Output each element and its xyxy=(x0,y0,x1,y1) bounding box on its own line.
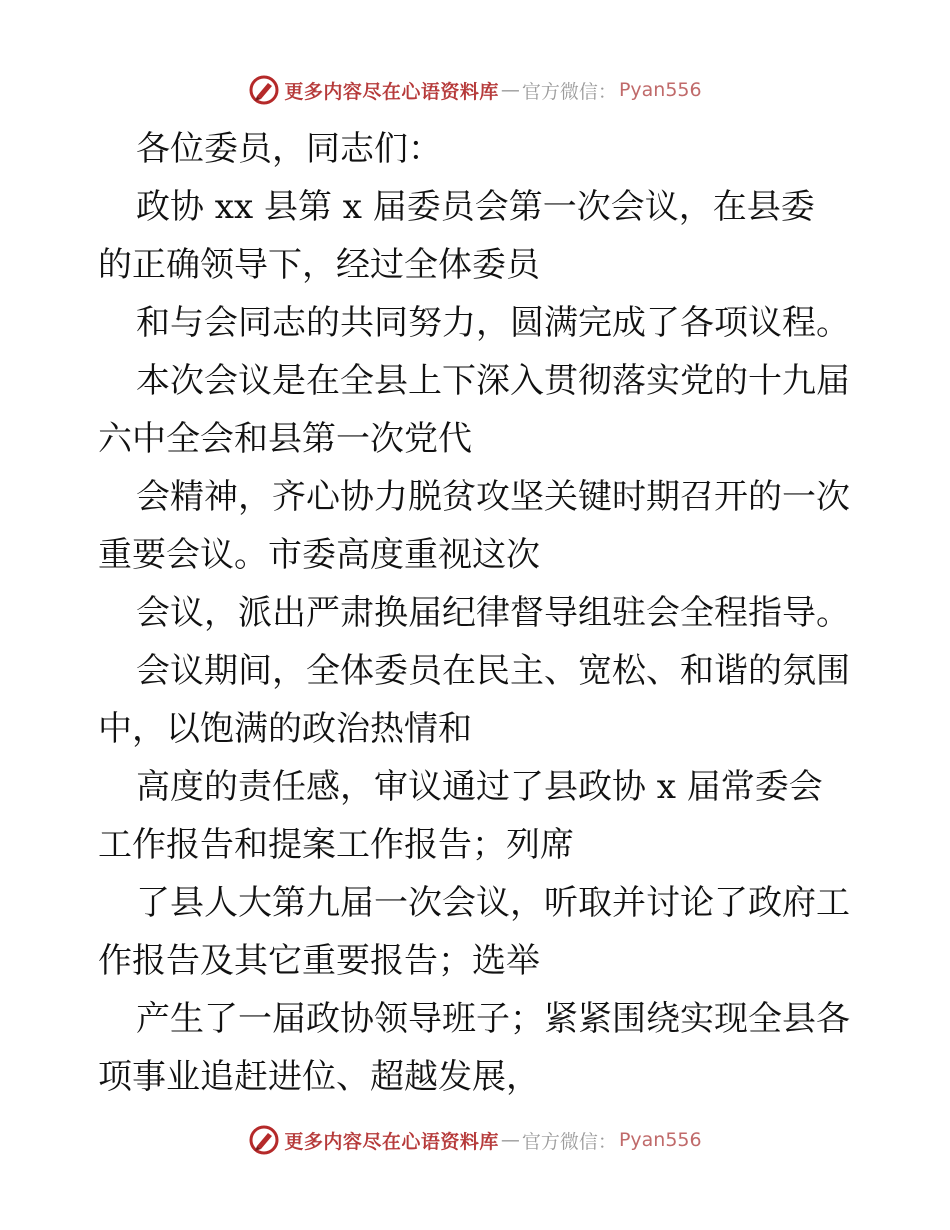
text-line: 的正确领导下，经过全体委员 xyxy=(98,245,540,285)
text-line: 项事业追赶进位、超越发展， xyxy=(98,1057,540,1097)
text-line: 作报告及其它重要报告；选举 xyxy=(98,941,540,981)
text-line: 会精神，齐心协力脱贫攻坚关键时期召开的一次 xyxy=(136,477,850,517)
watermark-dash: — xyxy=(500,1129,520,1151)
text-line: 和与会同志的共同努力，圆满完成了各项议程。 xyxy=(136,303,850,343)
footer-watermark xyxy=(0,1122,950,1158)
watermark-wechat-label: 官方微信： xyxy=(521,80,617,103)
text-line: 重要会议。市委高度重视这次 xyxy=(98,535,540,575)
watermark-wechat-id: Pyan556 xyxy=(618,79,702,101)
text-line: 政协 xx 县第 x 届委员会第一次会议，在县委 xyxy=(136,187,815,227)
text-line: 会议，派出严肃换届纪律督导组驻会全程指导。 xyxy=(136,593,850,633)
text-line: 工作报告和提案工作报告；列席 xyxy=(98,825,574,865)
watermark-wechat-id: Pyan556 xyxy=(618,1129,702,1151)
watermark-wechat-label: 官方微信： xyxy=(521,1130,617,1153)
watermark-title: 更多内容尽在心语资料库 xyxy=(284,1130,499,1153)
text-line: 六中全会和县第一次党代 xyxy=(98,419,472,459)
text-line: 各位委员，同志们： xyxy=(136,129,442,169)
watermark-title: 更多内容尽在心语资料库 xyxy=(284,80,499,103)
text-line: 了县人大第九届一次会议，听取并讨论了政府工 xyxy=(136,883,850,923)
text-line: 高度的责任感，审议通过了县政协 x 届常委会 xyxy=(136,767,823,807)
text-line: 中，以饱满的政治热情和 xyxy=(98,709,472,749)
watermark-dash: — xyxy=(500,79,520,101)
text-line: 本次会议是在全县上下深入贯彻落实党的十九届 xyxy=(136,361,850,401)
text-line: 产生了一届政协领导班子；紧紧围绕实现全县各 xyxy=(136,999,850,1039)
pen-logo-icon xyxy=(248,74,280,106)
header-watermark xyxy=(0,72,950,108)
text-line: 会议期间，全体委员在民主、宽松、和谐的氛围 xyxy=(136,651,850,691)
pen-logo-icon xyxy=(248,1124,280,1156)
